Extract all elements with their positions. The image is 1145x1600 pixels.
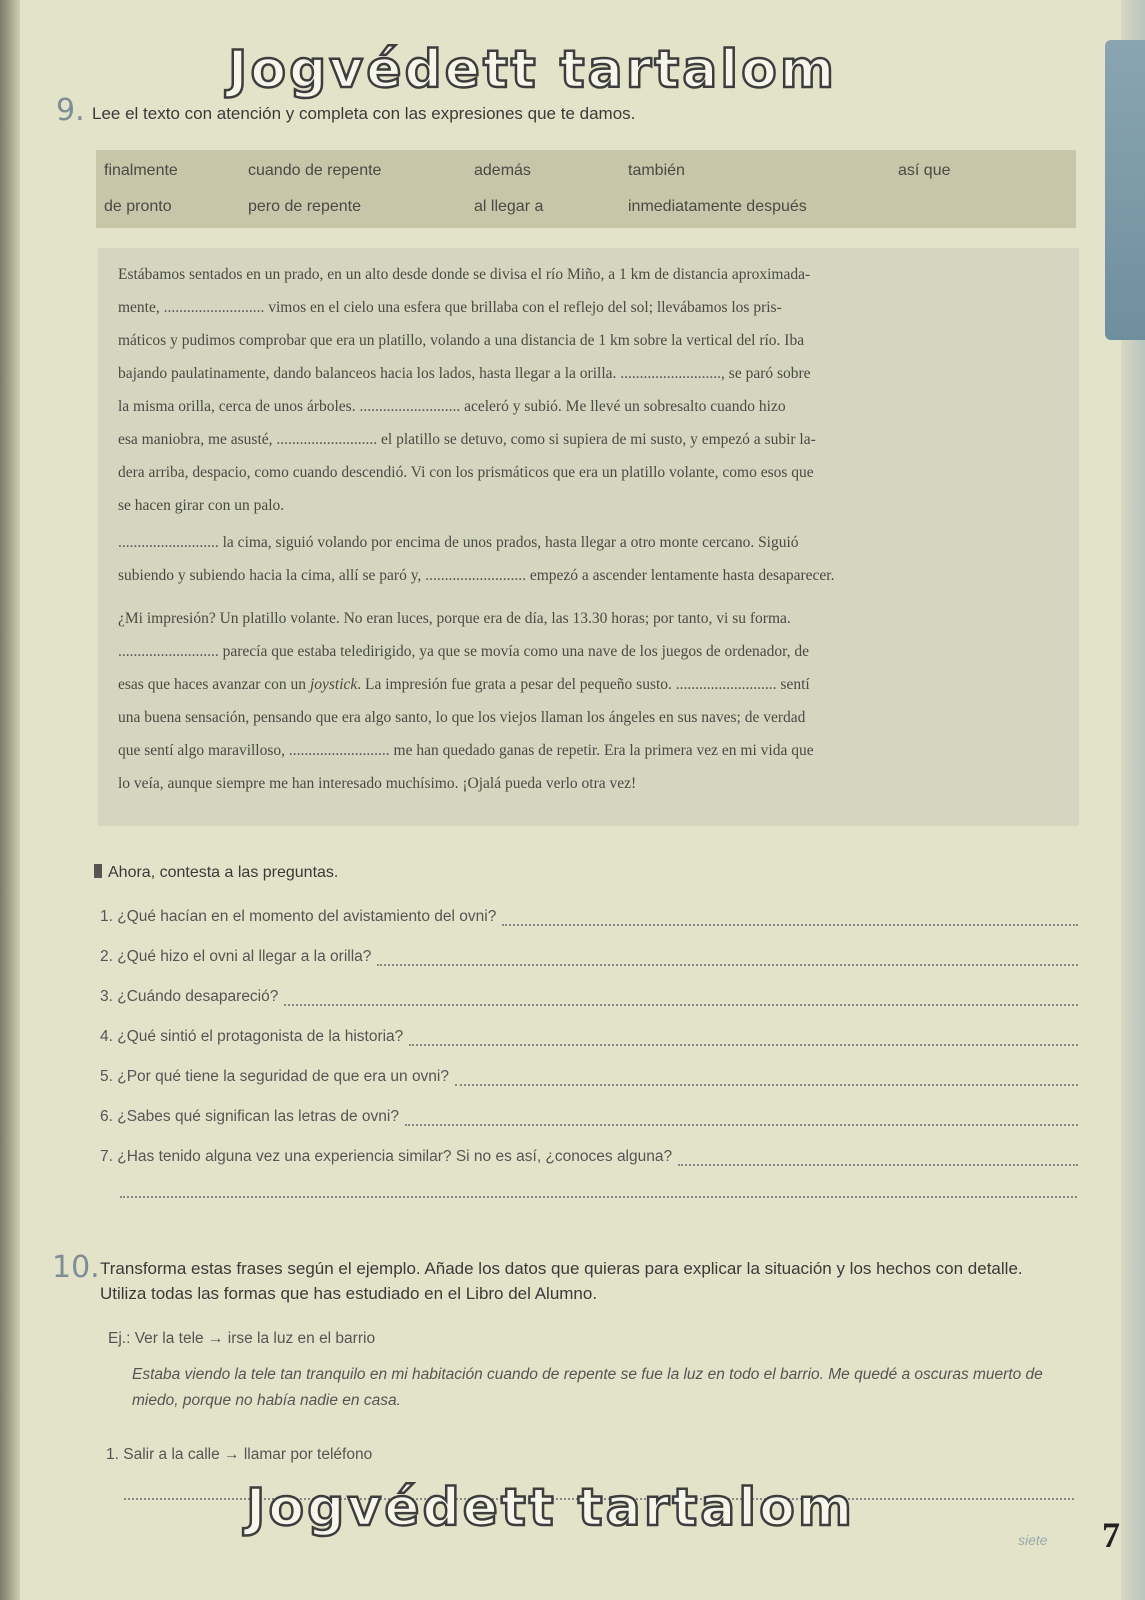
text-line: máticos y pudimos comprobar que era un platillo, volando a una distancia de 1 km sobre la vertical del río. Iba [118,332,805,349]
example-answer: Estaba viendo la tele tan tranquilo en mi habitación cuando de repente se fue la luz en todo el barrio. Me quedé a oscuras muerto de miedo, porque no había nadie en casa. [132,1366,1043,1409]
page-binding-shadow [0,0,20,1600]
text-line: se hacen girar con un palo. [118,497,285,514]
answer-line[interactable] [409,1030,1078,1046]
question-row: 5. ¿Por qué tiene la seguridad de que era un ovni? [100,1062,1078,1086]
text-line: bajando paulatinamente, dando balanceos hacia los lados, hasta llegar a la orilla. .........................., se paró sobre [118,365,811,382]
expression: así que [898,162,951,179]
text-line: esa maniobra, me asusté, .......................... el platillo se detuvo, como si supiera de mi susto, y empezó a subir la- [118,431,816,448]
blank: .......................... [359,398,461,415]
page-number-word: siete [1018,1532,1048,1548]
expressions-box [96,150,1076,228]
blank: .......................... [675,676,777,693]
blank: .......................... [620,365,722,382]
text-line: una buena sensación, pensando que era algo santo, lo que los viejos llaman los ángeles en sus naves; de verdad [118,709,806,726]
exercise-9-instruction: Lee el texto con atención y completa con las expresiones que te damos. [92,104,636,123]
edge-tab [1105,40,1145,340]
questions-heading: Ahora, contesta a las preguntas. [94,864,338,882]
question-row: 2. ¿Qué hizo el ovni al llegar a la orilla? [100,942,1078,966]
paragraph-2 [118,526,1058,592]
text-line: dera arriba, despacio, como cuando descendió. Vi con los prismáticos que era un platillo volante, como esos que [118,464,814,481]
text-line: la misma orilla, cerca de unos árboles. .......................... aceleró y subió. Me llevé un sobresalto cuando hizo [118,398,786,415]
paragraph-3 [118,602,1058,800]
expression: de pronto [104,198,172,215]
text-line: .......................... la cima, siguió volando por encima de unos prados, hasta llegar a otro monte cercano. Siguió [118,534,799,551]
answer-line-extra[interactable] [120,1196,1077,1198]
expression: pero de repente [248,198,361,215]
watermark-top: Jogvédett tartalom [228,40,838,100]
question-row: 4. ¿Qué sintió el protagonista de la historia? [100,1022,1078,1046]
exercise-10-item-1: 1. Salir a la calle → llamar por teléfono [106,1446,373,1463]
blank: .......................... [118,534,219,551]
page-number: 7 [1102,1515,1120,1555]
answer-line[interactable] [284,990,1078,1006]
blank: .......................... [118,643,219,660]
blank: .......................... [425,567,526,584]
answer-line[interactable] [455,1070,1078,1086]
expression: además [474,162,531,179]
answer-line[interactable] [502,910,1078,926]
watermark-bottom: Jogvédett tartalom [246,1478,856,1538]
expression: también [628,162,685,179]
blank: .......................... [163,299,265,316]
blank: .......................... [276,431,378,448]
expression: inmediatamente después [628,198,807,215]
text-line: que sentí algo maravilloso, .......................... me han quedado ganas de repetir. Era la primera vez en mi vida que [118,742,814,759]
text-line: lo veía, aunque siempre me han interesado muchísimo. ¡Ojalá pueda verlo otra vez! [118,775,637,792]
text-line: .......................... parecía que estaba teledirigido, ya que se movía como una nave de los juegos de ordenador, de [118,643,810,660]
expression: al llegar a [474,198,544,215]
reading-text-box [98,248,1079,826]
exercise-10-instruction: Transforma estas frases según el ejemplo. Añade los datos que quieras para explicar la situación y los hechos con detalle. Utiliza todas las formas que has estudiado en el Libro del Alumno. [100,1259,1023,1303]
text-line: subiendo y subiendo hacia la cima, allí se paró y, .......................... empezó a ascender lentamente hasta desaparecer. [118,567,835,584]
answer-line[interactable] [405,1110,1078,1126]
text-line: Estábamos sentados en un prado, en un alto desde donde se divisa el río Miño, a 1 km de distancia aproximada- [118,266,811,283]
answer-line[interactable] [377,950,1078,966]
question-row: 6. ¿Sabes qué significan las letras de ovni? [100,1102,1078,1126]
text-line: mente, .......................... vimos en el cielo una esfera que brillaba con el reflejo del sol; llevábamos los pris- [118,299,782,316]
question-row: 1. ¿Qué hacían en el momento del avistamiento del ovni? [100,902,1078,926]
question-row: 3. ¿Cuándo desapareció? [100,982,1078,1006]
expression: finalmente [104,162,178,179]
exercise-10-number: 10. [52,1250,100,1285]
answer-line[interactable] [678,1150,1078,1166]
paragraph-1 [118,258,1058,522]
text-line: ¿Mi impresión? Un platillo volante. No eran luces, porque era de día, las 13.30 horas; por tanto, vi su forma. [118,610,791,627]
expression: cuando de repente [248,162,382,179]
text-line: esas que haces avanzar con un joystick. La impresión fue grata a pesar del pequeño susto. .......................... sentí [118,676,810,693]
question-row: 7. ¿Has tenido alguna vez una experiencia similar? Si no es así, ¿conoces alguna? [100,1142,1078,1166]
example-prompt: Ej.: Ver la tele → irse la luz en el barrio [108,1330,376,1347]
exercise-9-number: 9. [56,93,85,128]
blank: .......................... [288,742,390,759]
